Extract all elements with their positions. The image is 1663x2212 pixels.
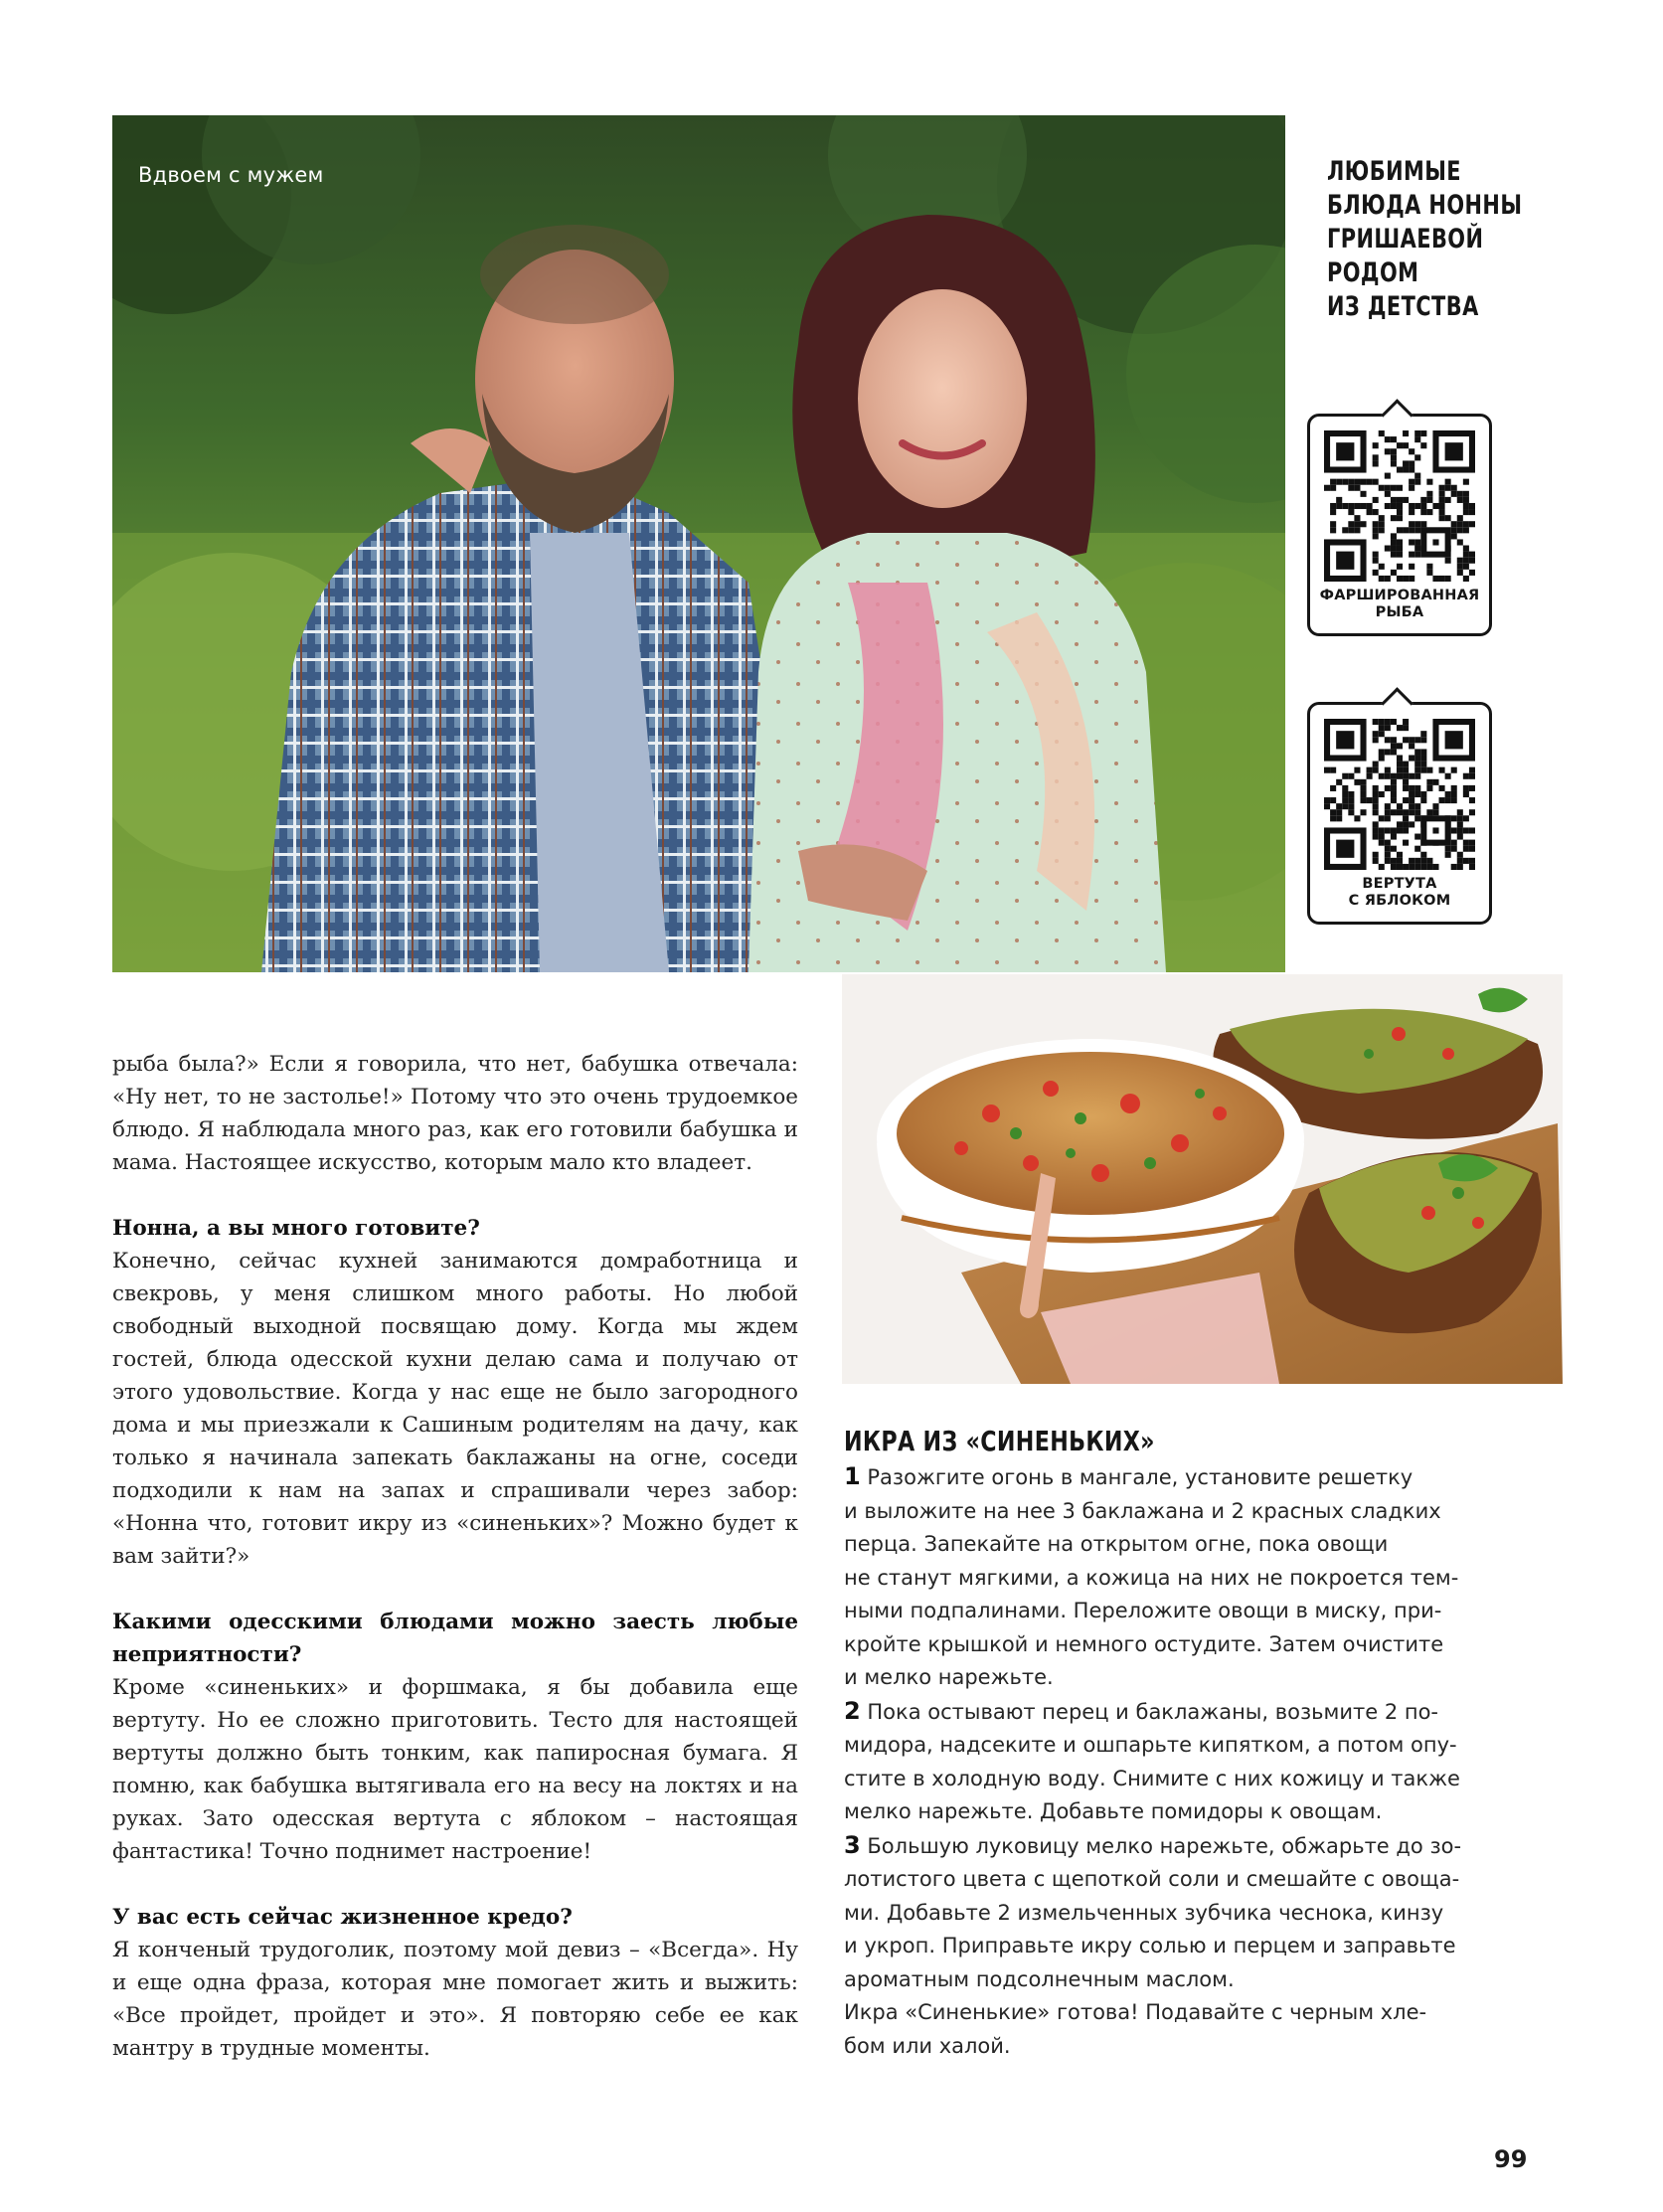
photo-caption: Вдвоем с мужем xyxy=(138,163,324,187)
page-number: 99 xyxy=(1494,2145,1528,2173)
recipe-line xyxy=(844,2030,1480,2064)
recipe-line xyxy=(844,1695,1480,1730)
recipe-line xyxy=(844,1495,1480,1529)
sidebar-title-line: ГРИШАЕВОЙ xyxy=(1327,224,1484,255)
recipe-line-text: ными подпалинами. Переложите овощи в миску, при- xyxy=(844,1599,1442,1622)
recipe-line-text: Разожгите огонь в мангале, установите решетку xyxy=(867,1465,1414,1489)
recipe-line-text: перца. Запекайте на открытом огне, пока овощи xyxy=(844,1532,1389,1556)
recipe-line-text: Икра «Синенькие» готова! Подавайте с черным хле- xyxy=(844,2000,1427,2024)
qr-code-icon[interactable] xyxy=(1324,719,1475,870)
qr-card-label xyxy=(1314,588,1485,621)
article-body xyxy=(112,1048,798,2065)
recipe-line-text: Большую луковицу мелко нарежьте, обжарьте до зо- xyxy=(867,1833,1462,1858)
recipe-line xyxy=(844,1562,1480,1596)
recipe-line-text: кройте крышкой и немного остудите. Затем очистите xyxy=(844,1631,1444,1656)
recipe-line-text: и выложите на нее 3 баклажана и 2 красных сладких xyxy=(844,1498,1441,1523)
recipe-line xyxy=(844,1763,1480,1796)
qr-card-label-line: ФАРШИРОВАННАЯ xyxy=(1319,588,1480,603)
recipe-line xyxy=(844,1897,1480,1931)
recipe-line xyxy=(844,1829,1480,1864)
sidebar-title-line: БЛЮДА НОННЫ xyxy=(1327,190,1523,221)
recipe-step-number: 3 xyxy=(844,1830,861,1859)
qr-card-apple-vertuta[interactable] xyxy=(1307,702,1492,925)
qr-card-label-line: РЫБА xyxy=(1375,604,1424,620)
sidebar-title-line: ИЗ ДЕТСТВА xyxy=(1327,291,1479,322)
interview-question: У вас есть сейчас жизненное кредо? xyxy=(112,1905,573,1930)
couple-photo xyxy=(112,115,1285,972)
recipe-line xyxy=(844,1528,1480,1562)
recipe-line xyxy=(844,1460,1480,1495)
recipe-line-text: лотистого цвета с щепоткой соли и смешайте с овоща- xyxy=(844,1867,1460,1891)
interview-question: Какими одесскими блюдами можно заесть любые неприятности? xyxy=(112,1610,798,1667)
recipe-line-text: ми. Добавьте 2 измельченных зубчика чеснока, кинзу xyxy=(844,1900,1444,1925)
recipe-line xyxy=(844,1963,1480,1997)
recipe-step-number: 2 xyxy=(844,1696,861,1725)
recipe-line-text: бом или халой. xyxy=(844,2033,1011,2058)
couple-photo-image xyxy=(112,115,1285,972)
food-photo-image xyxy=(842,974,1563,1384)
recipe-line-text: и мелко нарежьте. xyxy=(844,1665,1054,1689)
recipe-line xyxy=(844,1595,1480,1628)
interview-question: Нонна, а вы много готовите? xyxy=(112,1216,480,1241)
article-paragraph: рыба была?» Если я говорила, что нет, бабушка отвечала: «Ну нет, то не застолье!» Потому что это очень трудоемкое блюдо. Я наблюдала много раз, как его готовили бабушка и мама. Настоящее искусство, которым мало кто владеет. xyxy=(112,1052,798,1175)
recipe-title: ИКРА ИЗ «СИНЕНЬКИХ» xyxy=(844,1425,1155,1457)
recipe-line-text: мелко нарежьте. Добавьте помидоры к овощам. xyxy=(844,1799,1383,1823)
sidebar-title xyxy=(1327,155,1550,324)
recipe-step-number: 1 xyxy=(844,1462,861,1490)
recipe-line-text: Пока остывают перец и баклажаны, возьмите 2 по- xyxy=(867,1699,1439,1724)
recipe-line-text: мидора, надсеките и ошпарьте кипятком, а потом опу- xyxy=(844,1733,1457,1757)
qr-card-label xyxy=(1314,876,1485,910)
sidebar-title-line: ЛЮБИМЫЕ xyxy=(1327,156,1462,187)
interview-answer: Конечно, сейчас кухней занимаются домработница и свекровь, у меня слишком много работы. Но любой свободный выходной посвящаю дому. Когда мы ждем гостей, блюда одесской кухни делаю сама и получаю от этого удовольствие. Когда у нас еще не было загородного дома и мы приезжали к Сашиным родителям на дачу, как только я начинала запекать баклажаны на огне, соседи подходили к нам на запах и спрашивали через забор: «Нонна что, готовит икру из «синеньких»? Можно будет к вам зайти?» xyxy=(112,1249,798,1569)
recipe-line xyxy=(844,1661,1480,1695)
recipe-body xyxy=(844,1460,1480,2063)
qr-card-label-line: С ЯБЛОКОМ xyxy=(1348,893,1451,909)
recipe-line xyxy=(844,1795,1480,1829)
sidebar-title-line: РОДОМ xyxy=(1327,257,1419,288)
qr-card-stuffed-fish[interactable] xyxy=(1307,414,1492,636)
recipe-line-text: и укроп. Приправьте икру солью и перцем и заправьте xyxy=(844,1934,1456,1957)
recipe-line xyxy=(844,1729,1480,1763)
recipe-line xyxy=(844,1996,1480,2030)
interview-answer: Кроме «синеньких» и форшмака, я бы добавила еще вертуту. Но ее сложно приготовить. Тесто для настоящей вертуты должно быть тонким, как папиросная бумага. Я помню, как бабушка вытягивала его на весу на локтях и на руках. Зато одесская вертута с яблоком – настоящая фантастика! Точно поднимет настроение! xyxy=(112,1675,798,1864)
interview-answer: Я конченый трудоголик, поэтому мой девиз – «Всегда». Ну и еще одна фраза, которая мне помогает жить и выжить: «Все пройдет, пройдет и это». Я повторяю себе ее как мантру в трудные моменты. xyxy=(112,1938,798,2061)
recipe-line-text: ароматным подсолнечным маслом. xyxy=(844,1966,1235,1991)
qr-code-icon[interactable] xyxy=(1324,430,1475,582)
recipe-line-text: стите в холодную воду. Снимите с них кожицу и также xyxy=(844,1766,1460,1790)
recipe-line xyxy=(844,1628,1480,1662)
qr-card-label-line: ВЕРТУТА xyxy=(1362,876,1437,892)
recipe-line-text: не станут мягкими, а кожица на них не покроется тем- xyxy=(844,1565,1459,1590)
recipe-line xyxy=(844,1863,1480,1897)
recipe-line xyxy=(844,1930,1480,1963)
eggplant-caviar-dish-photo xyxy=(842,974,1563,1384)
